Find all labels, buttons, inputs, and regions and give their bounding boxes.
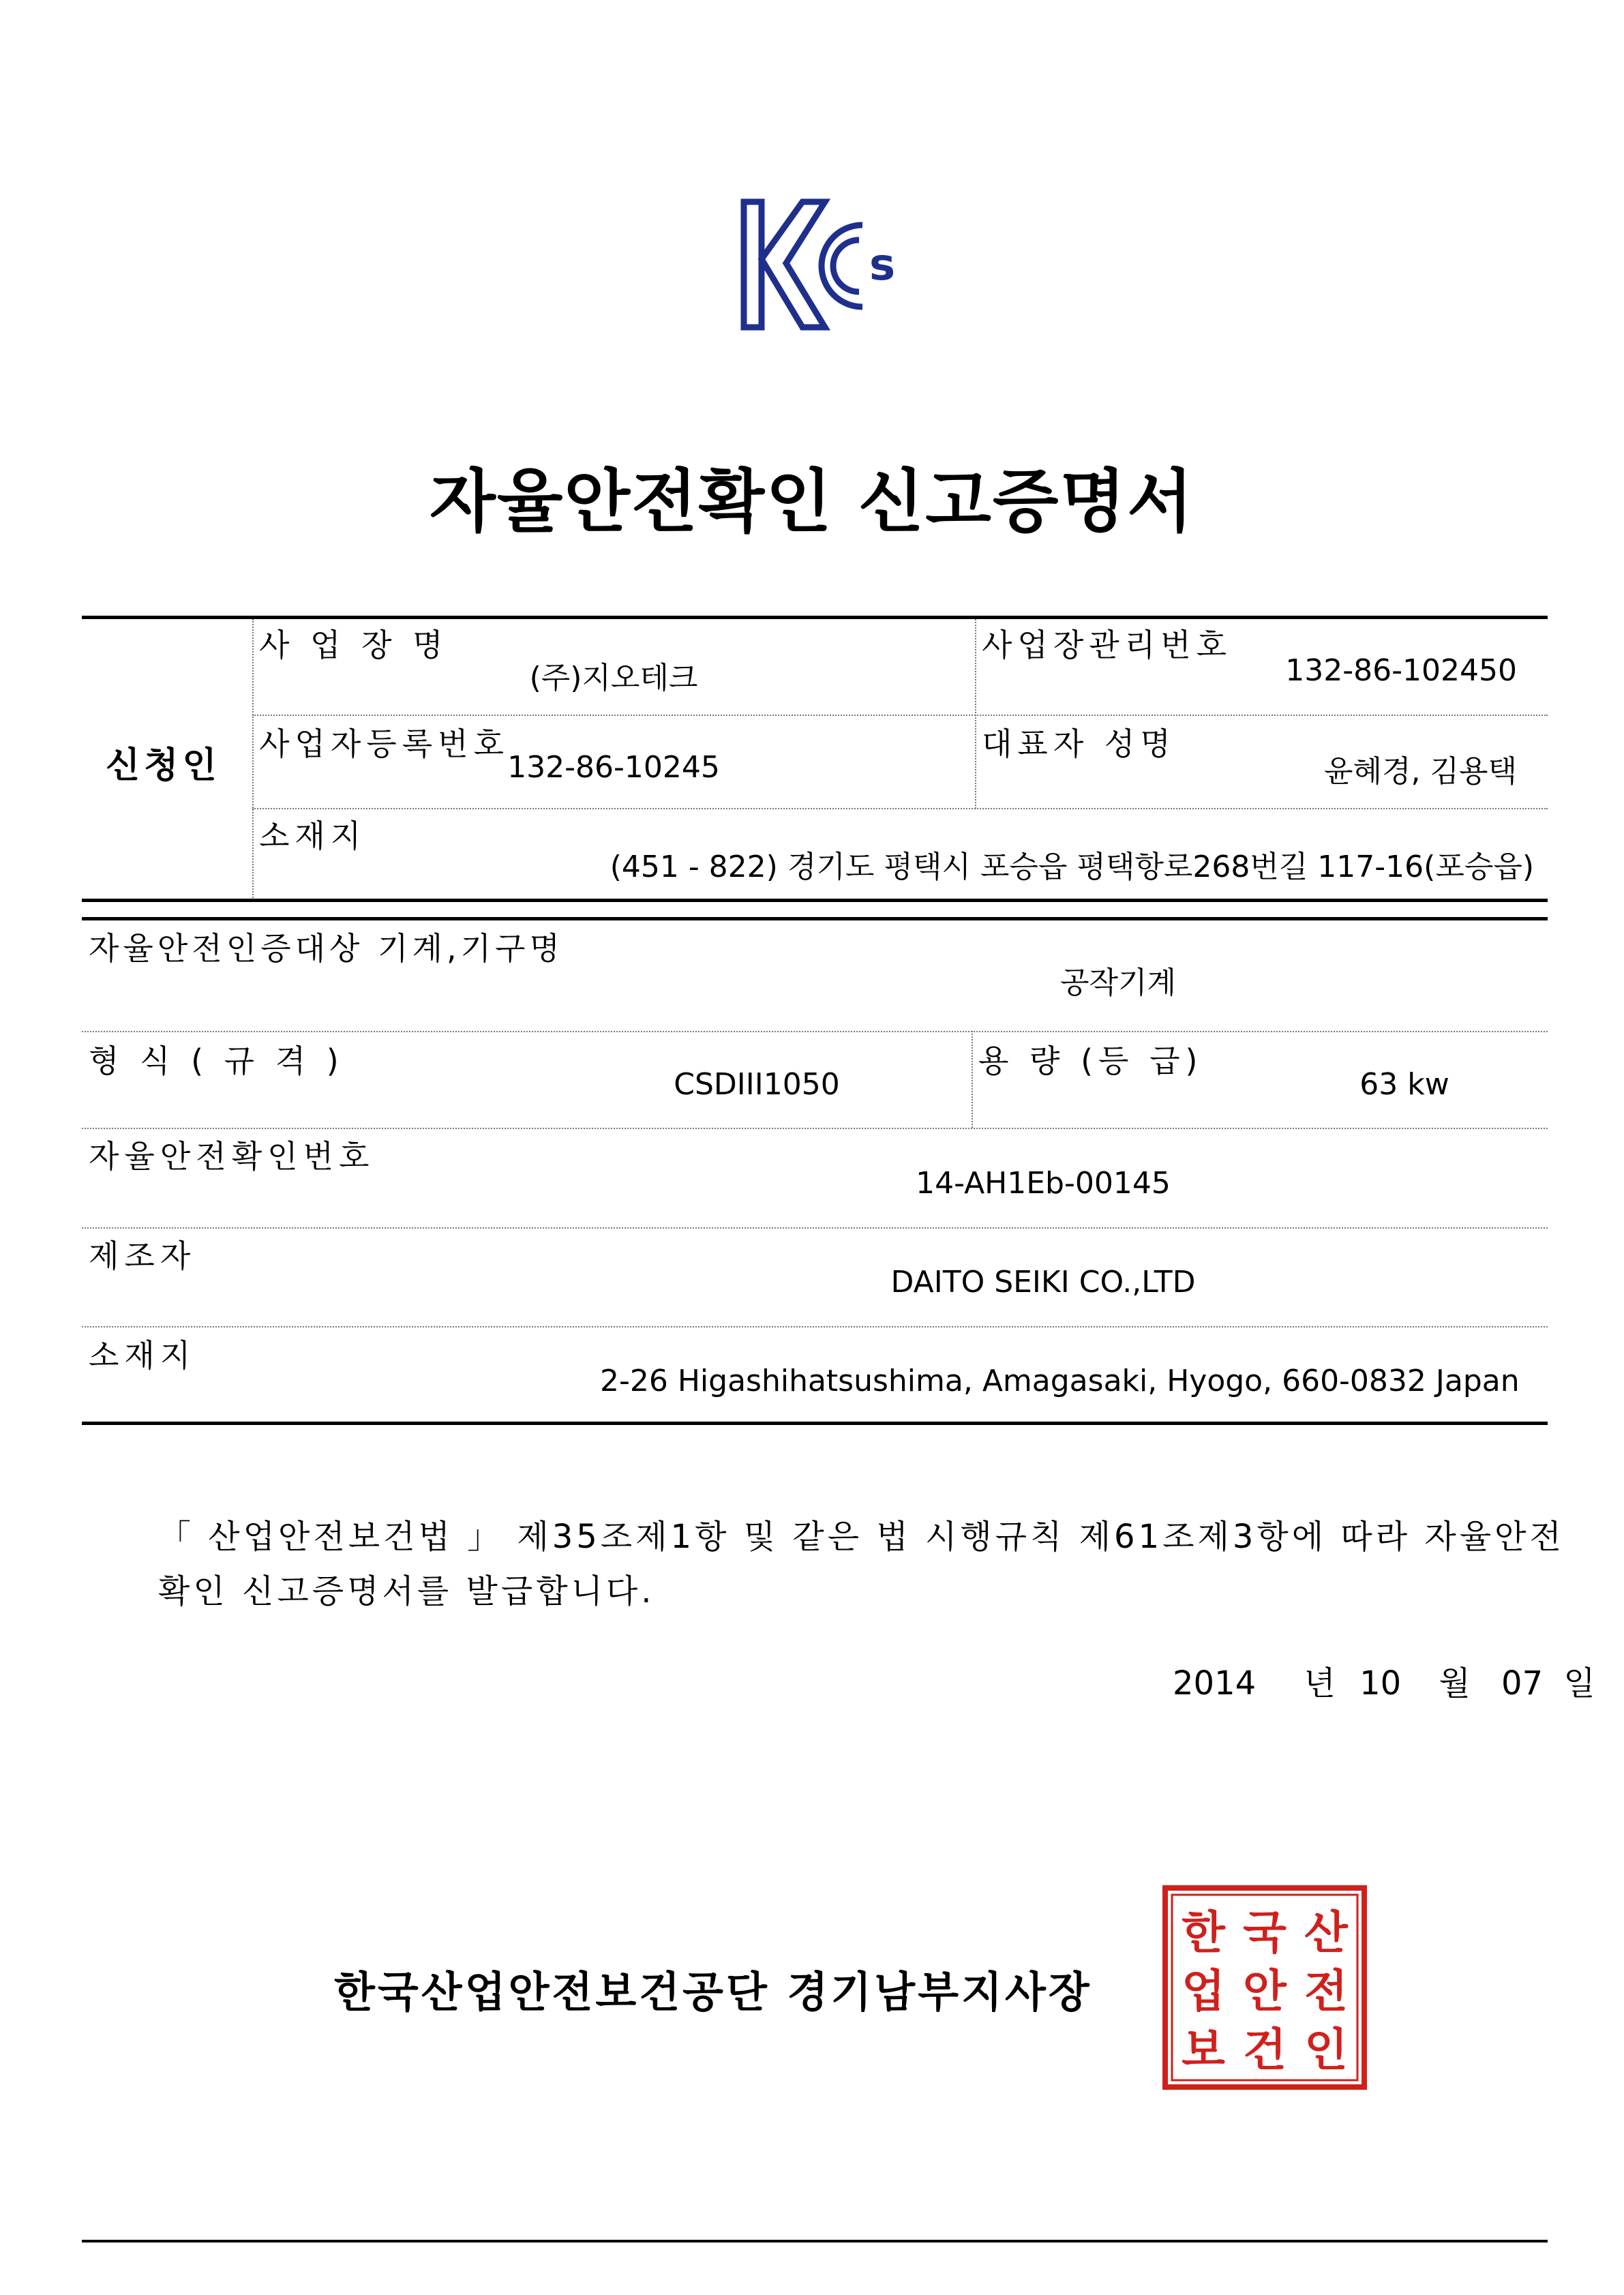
row-divider (82, 1128, 1548, 1129)
confirm-no-label: 자율안전확인번호 (89, 1138, 375, 1175)
date-year: 2014 (1173, 1664, 1257, 1702)
applicant-divider (252, 619, 254, 900)
statement-line-2: 확인 신고증명서를 발급합니다. (158, 1572, 655, 1610)
footer-rule (82, 2240, 1548, 2242)
svg-text:안: 안 (1243, 1964, 1287, 2017)
svg-text:한: 한 (1182, 1906, 1225, 1959)
row-divider (252, 715, 1548, 716)
management-no-value: 132-86-102450 (1285, 653, 1517, 688)
capacity-label: 용 량 (등 급) (978, 1042, 1203, 1079)
representative-label: 대표자 성명 (982, 725, 1176, 762)
representative-value: 윤혜경, 김용택 (1324, 754, 1517, 789)
maker-value: DAITO SEIKI CO.,LTD (890, 1265, 1196, 1300)
management-no-label: 사업장관리번호 (982, 627, 1233, 663)
maker-label: 제조자 (89, 1238, 196, 1274)
row-divider (82, 1031, 1548, 1032)
applicant-section-label: 신청인 (106, 745, 221, 786)
model-divider (972, 1031, 973, 1128)
issuer-name: 한국산업안전보건공단 경기남부지사장 (334, 1967, 1092, 2017)
svg-text:국: 국 (1243, 1906, 1287, 1959)
registration-no-label: 사업자등록번호 (259, 725, 510, 762)
confirm-no-value: 14-AH1Eb-00145 (916, 1166, 1171, 1201)
row-divider (82, 1227, 1548, 1229)
date-day-unit: 일 (1563, 1664, 1595, 1702)
business-name-label: 사 업 장 명 (259, 627, 449, 663)
maker-address-value: 2-26 Higashihatsushima, Amagasaki, Hyogo, 660-0832 Japan (600, 1364, 1520, 1398)
date-month: 10 (1359, 1664, 1402, 1702)
svg-text:건: 건 (1243, 2023, 1287, 2076)
svg-text:보: 보 (1182, 2023, 1225, 2076)
statement-line-1: 「 산업안전보건법 」 제35조제1항 및 같은 법 시행규칙 제61조제3항에 따라 자율안전 (158, 1518, 1565, 1556)
model-value: CSDIII1050 (674, 1067, 840, 1102)
table-bottom-border (82, 1422, 1548, 1425)
svg-text:업: 업 (1182, 1964, 1225, 2017)
document-title: 자율안전확인 신고증명서 (430, 462, 1194, 541)
business-name-value: (주)지오테크 (529, 661, 698, 695)
logo-letter-s: s (869, 240, 896, 290)
issue-date (1173, 1657, 1595, 1704)
svg-text:산: 산 (1304, 1906, 1348, 1959)
applicant-address-label: 소재지 (259, 817, 367, 854)
kcs-logo (740, 198, 910, 334)
machine-value: 공작기계 (1059, 965, 1176, 1000)
applicant-bottom-border (82, 899, 1548, 902)
maker-address-label: 소재지 (89, 1337, 196, 1374)
row-divider (82, 1326, 1548, 1328)
date-day: 07 (1501, 1664, 1544, 1702)
date-month-unit: 월 (1439, 1664, 1471, 1702)
date-year-unit: 년 (1304, 1664, 1336, 1702)
row-divider (252, 808, 1548, 809)
official-seal (1162, 1885, 1367, 2090)
capacity-value: 63 kw (1359, 1067, 1449, 1102)
registration-no-value: 132-86-10245 (507, 750, 720, 785)
machine-label: 자율안전인증대상 기계,기구명 (89, 930, 564, 967)
table-top-border (82, 616, 1548, 619)
applicant-address-value: (451 - 822) 경기도 평택시 포승읍 평택항로268번길 117-16(포승읍) (610, 850, 1534, 884)
svg-text:전: 전 (1304, 1964, 1348, 2017)
model-label: 형 식 ( 규 격 ) (89, 1042, 344, 1079)
svg-text:인: 인 (1304, 2023, 1348, 2076)
product-top-border (82, 917, 1548, 920)
applicant-mid-divider (975, 619, 976, 809)
